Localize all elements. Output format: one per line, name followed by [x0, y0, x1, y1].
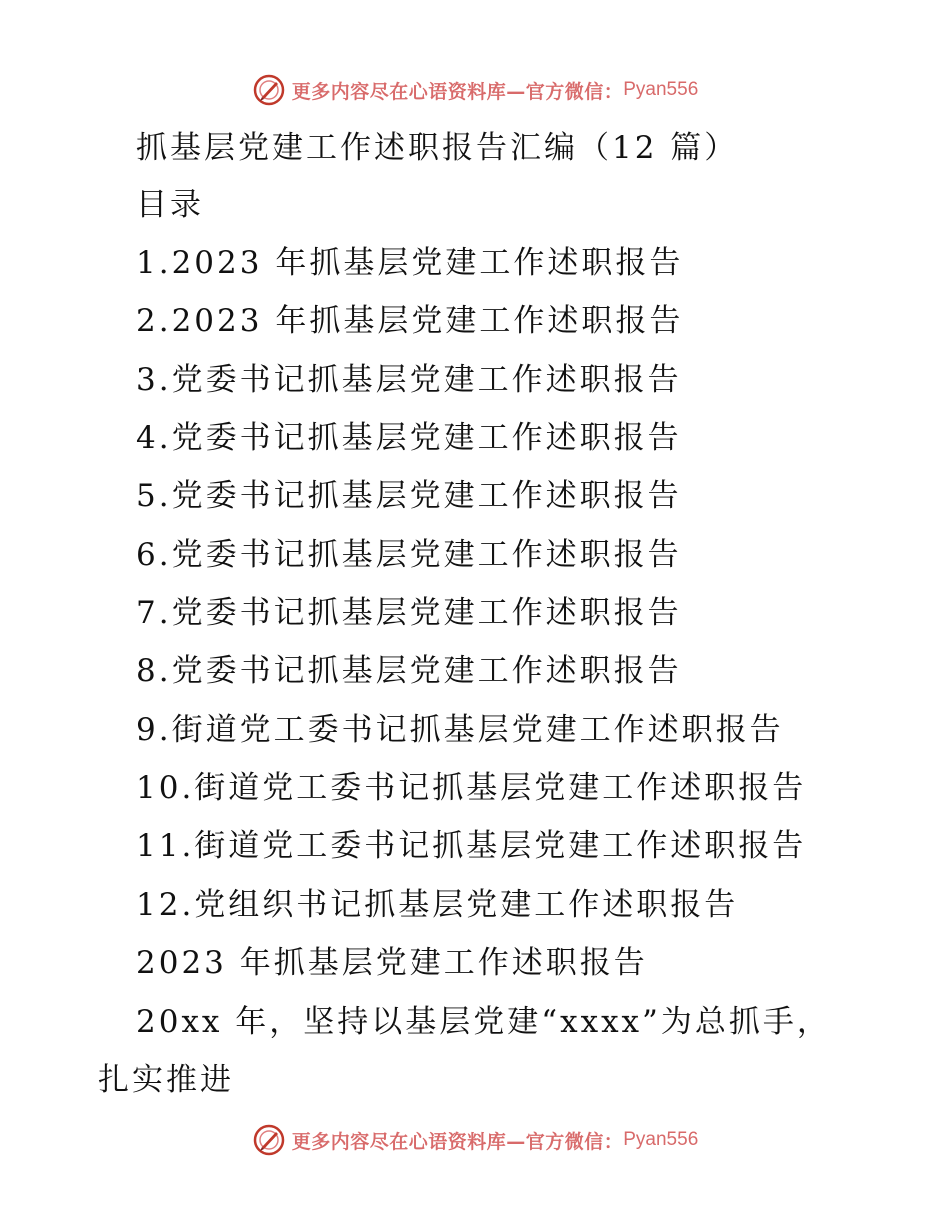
body-paragraph-line: 20xx 年，坚持以基层党建“xxxx”为总抓手，	[136, 1004, 831, 1040]
watermark-contact: Pyan556	[623, 1129, 699, 1150]
header-watermark	[0, 68, 950, 112]
toc-item: 6.党委书记抓基层党建工作述职报告	[136, 537, 682, 573]
pen-nib-circle-icon	[252, 73, 286, 107]
watermark-contact: Pyan556	[623, 79, 699, 100]
watermark-text: 更多内容尽在心语资料库—官方微信：	[291, 80, 624, 103]
pen-nib-circle-icon	[252, 1123, 286, 1157]
watermark-text: 更多内容尽在心语资料库—官方微信：	[291, 1130, 624, 1153]
toc-item: 8.党委书记抓基层党建工作述职报告	[136, 653, 682, 689]
toc-item: 7.党委书记抓基层党建工作述职报告	[136, 595, 682, 631]
toc-item: 5.党委书记抓基层党建工作述职报告	[136, 478, 682, 514]
section-title: 2023 年抓基层党建工作述职报告	[136, 945, 648, 981]
toc-item: 10.街道党工委书记抓基层党建工作述职报告	[136, 770, 807, 806]
footer-watermark	[0, 1118, 950, 1162]
toc-item: 9.街道党工委书记抓基层党建工作述职报告	[136, 712, 784, 748]
toc-item: 12.党组织书记抓基层党建工作述职报告	[136, 887, 739, 923]
toc-heading: 目录	[136, 187, 204, 223]
body-paragraph-line: 扎实推进	[98, 1062, 234, 1098]
toc-item: 2.2023 年抓基层党建工作述职报告	[136, 303, 684, 339]
toc-item: 11.街道党工委书记抓基层党建工作述职报告	[136, 828, 807, 864]
document-title: 抓基层党建工作述职报告汇编（12 篇）	[136, 130, 739, 166]
toc-item: 4.党委书记抓基层党建工作述职报告	[136, 420, 682, 456]
toc-item: 1.2023 年抓基层党建工作述职报告	[136, 245, 684, 281]
toc-item: 3.党委书记抓基层党建工作述职报告	[136, 362, 682, 398]
